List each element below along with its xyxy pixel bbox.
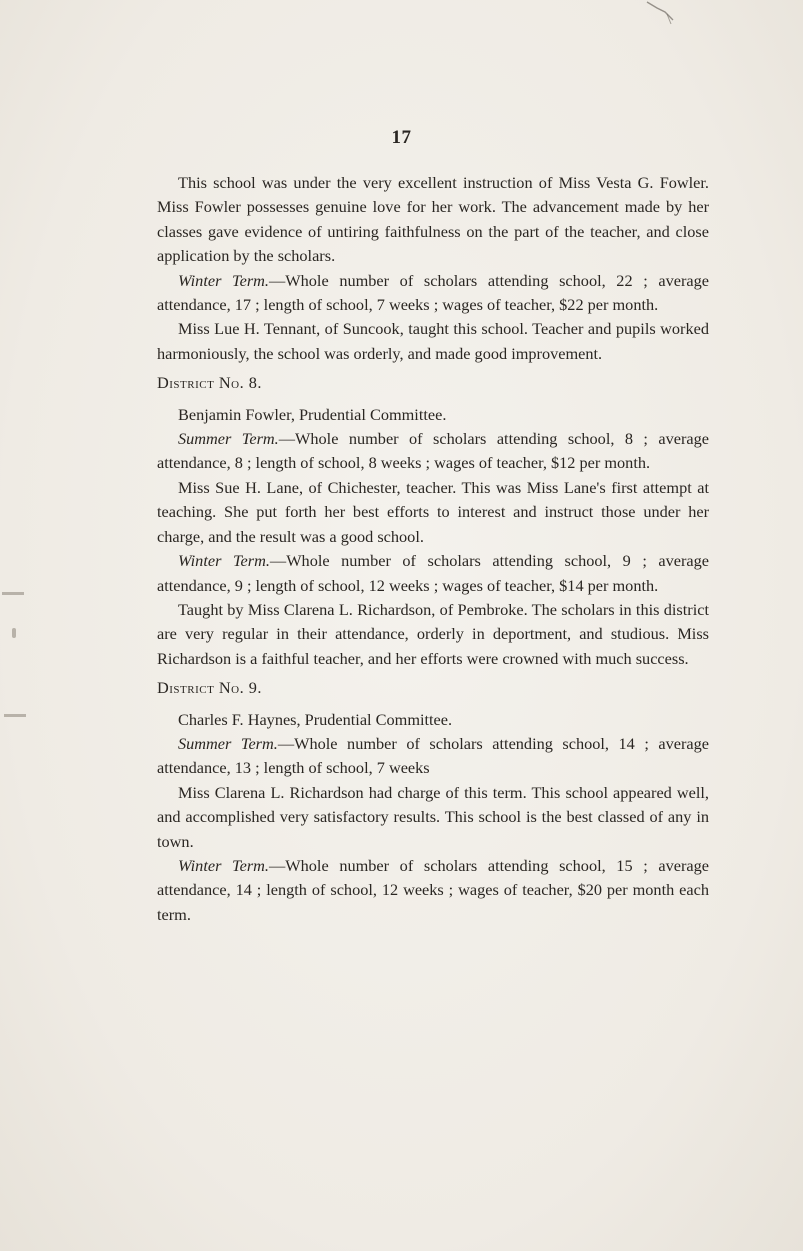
term-text: —Whole number of scholars attending school, 9 ; average attendance, 9 ; length of school, 12 weeks ; wages of teacher, $14 per month. (157, 551, 709, 595)
term-text: —Whole number of scholars attending school, 15 ; average attendance, 14 ; length of school, 12 weeks ; wages of teacher, $20 per month each term. (157, 855, 709, 924)
binding-mark (12, 628, 16, 638)
paragraph: Taught by Miss Clarena L. Richardson, of Pembroke. The scholars in this district are very regular in their attendance, orderly in deportment, and studious. Miss Richardson is a faithful teacher, and her efforts were crowned with much success. (157, 599, 709, 668)
term-text: —Whole number of scholars attending school, 22 ; average attendance, 17 ; length of school, 7 weeks ; wages of teacher, $22 per month. (157, 270, 709, 315)
paragraph: Charles F. Haynes, Prudential Committee. (178, 709, 453, 729)
term-text: —Whole number of scholars attending school, 14 ; average attendance, 13 ; length of school, 7 weeks (157, 733, 709, 778)
section-heading: District No. 8. (157, 373, 262, 393)
page-number: 17 (391, 127, 412, 148)
term-paragraph (157, 854, 709, 927)
term-label: Summer Term. (178, 733, 278, 753)
section-heading: District No. 9. (157, 678, 262, 698)
paragraph: This school was under the very excellent instruction of Miss Vesta G. Fowler. Miss Fowler possesses genuine love for her work. The advancement made by her classes gave evidence of untiring faithfulness on the part of the teacher, and close application by the scholars. (157, 173, 709, 266)
term-paragraph (157, 269, 709, 318)
paragraph: Benjamin Fowler, Prudential Committee. (178, 404, 447, 424)
term-text: —Whole number of scholars attending school, 8 ; average attendance, 8 ; length of school, 8 weeks ; wages of teacher, $12 per month. (157, 429, 709, 473)
ink-smudge-icon (643, 0, 683, 30)
binding-mark (4, 714, 26, 717)
term-label: Winter Term. (178, 855, 269, 875)
term-label: Summer Term. (178, 429, 279, 449)
paragraph: Miss Lue H. Tennant, of Suncook, taught this school. Teacher and pupils worked harmoniously, the school was orderly, and made good improvement. (157, 319, 709, 363)
paragraph: Miss Clarena L. Richardson had charge of this term. This school appeared well, and accomplished very satisfactory results. This school is the best classed of any in town. (157, 782, 709, 851)
term-label: Winter Term. (178, 551, 270, 571)
term-paragraph (157, 549, 709, 598)
body-text (157, 171, 709, 927)
paragraph: Miss Sue H. Lane, of Chichester, teacher. This was Miss Lane's first attempt at teaching. She put forth her best efforts to interest and instruct those under her charge, and the result was a good school. (157, 477, 709, 546)
term-paragraph (157, 427, 709, 476)
binding-mark (2, 592, 24, 595)
term-label: Winter Term. (178, 270, 269, 290)
term-paragraph (157, 732, 709, 781)
